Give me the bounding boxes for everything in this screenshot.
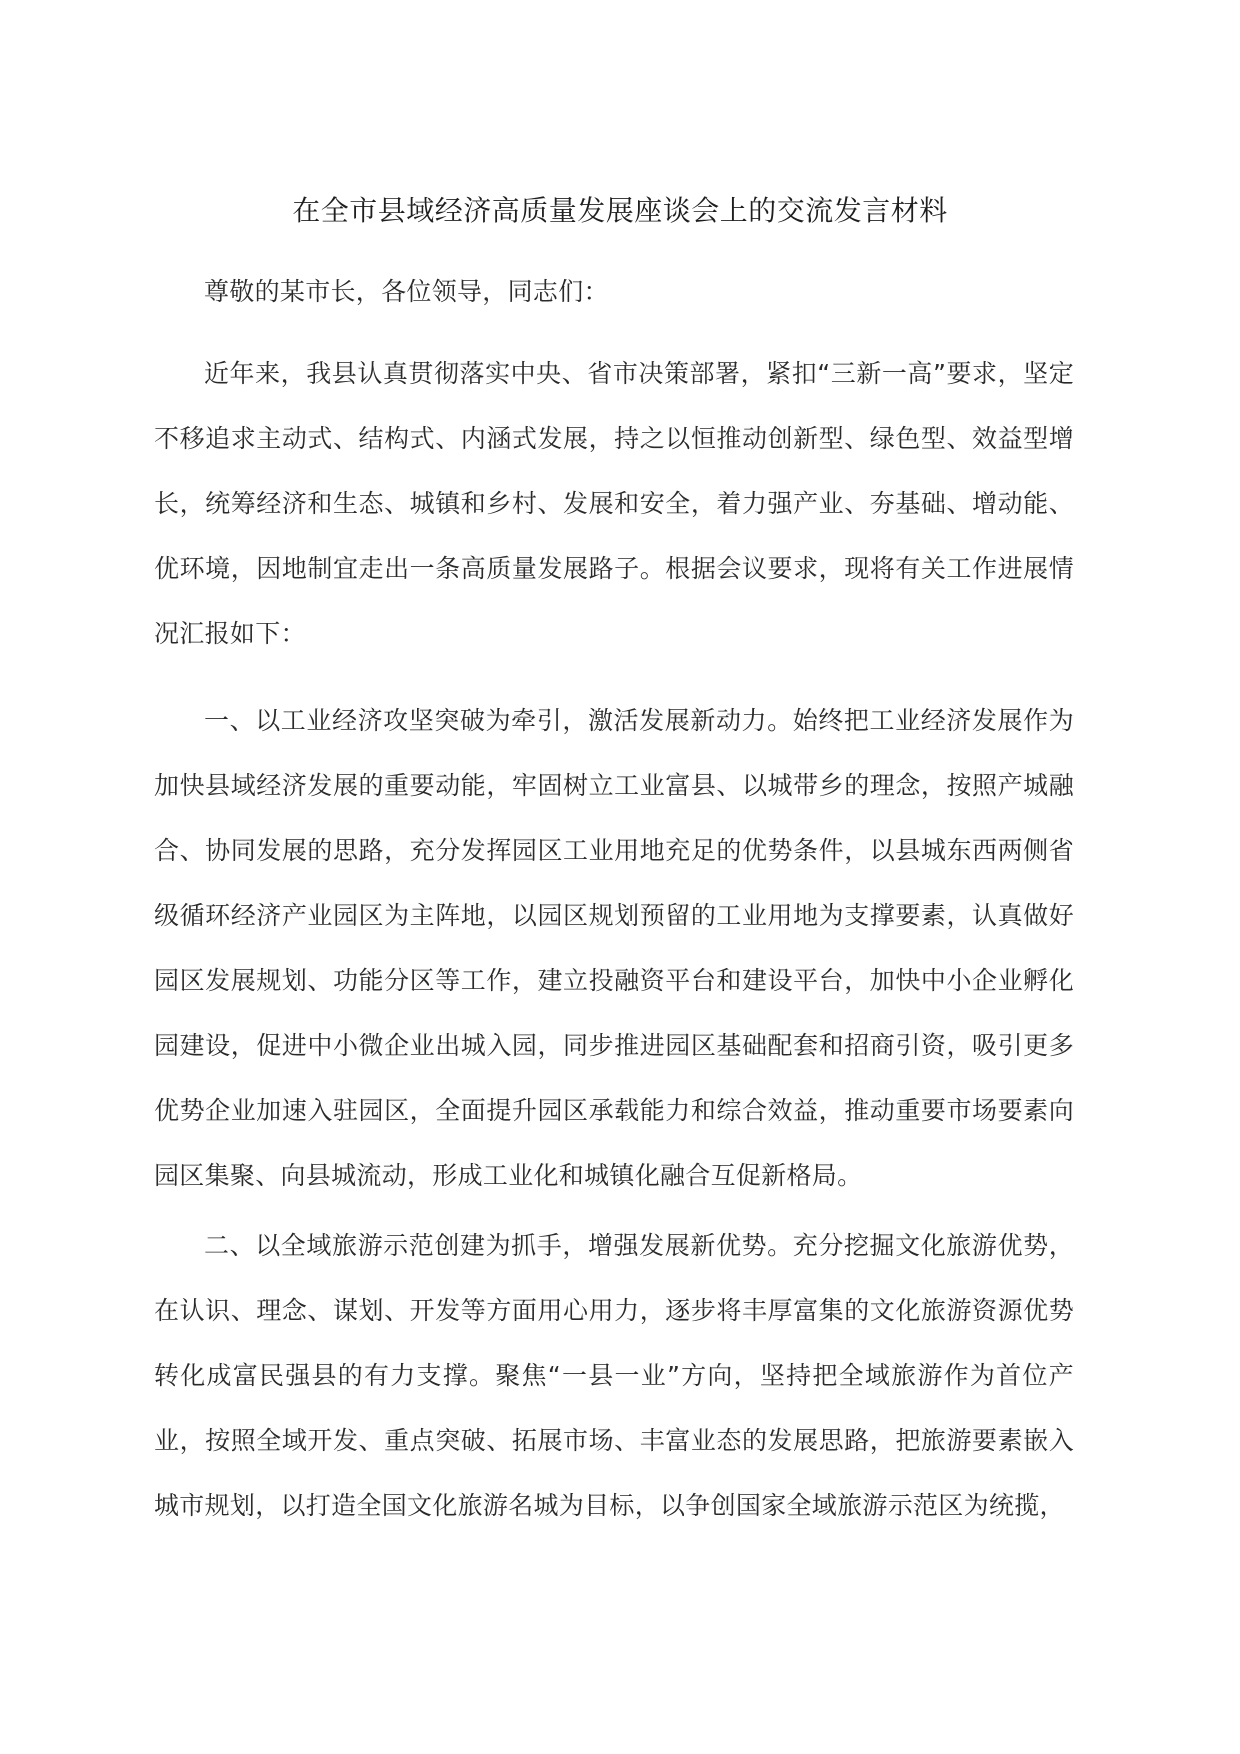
paragraph-intro: 近年来，我县认真贯彻落实中央、省市决策部署，紧扣“三新一高”要求，坚定不移追求主动式、结构式、内涵式发展，持之以恒推动创新型、绿色型、效益型增长，统筹经济和生态、城镇和乡村、发展和安全，着力强产业、夯基础、增动能、优环境，因地制宜走出一条高质量发展路子。根据会议要求，现将有关工作进展情况汇报如下： <box>154 359 1074 648</box>
document-title: 在全市县域经济高质量发展座谈会上的交流发言材料 <box>292 194 948 227</box>
paragraph-global-tourism: 二、以全域旅游示范创建为抓手，增强发展新优势。充分挖掘文化旅游优势，在认识、理念、谋划、开发等方面用心用力，逐步将丰厚富集的文化旅游资源优势转化成富民强县的有力支撑。聚焦“一县一业”方向，坚持把全域旅游作为首位产业，按照全域开发、重点突破、拓展市场、丰富业态的发展思路，把旅游要素嵌入城市规划，以打造全国文化旅游名城为目标，以争创国家全域旅游示范区为统揽， <box>154 1231 1074 1520</box>
salutation: 尊敬的某市长，各位领导，同志们： <box>204 277 609 306</box>
paragraph-industrial-economy: 一、以工业经济攻坚突破为牵引，激活发展新动力。始终把工业经济发展作为加快县域经济发展的重要动能，牢固树立工业富县、以城带乡的理念，按照产城融合、协同发展的思路，充分发挥园区工业用地充足的优势条件，以县城东西两侧省级循环经济产业园区为主阵地，以园区规划预留的工业用地为支撑要素，认真做好园区发展规划、功能分区等工作，建立投融资平台和建设平台，加快中小企业孵化园建设，促进中小微企业出城入园，同步推进园区基础配套和招商引资，吸引更多优势企业加速入驻园区，全面提升园区承载能力和综合效益，推动重要市场要素向园区集聚、向县城流动，形成工业化和城镇化融合互促新格局。 <box>154 706 1074 1190</box>
